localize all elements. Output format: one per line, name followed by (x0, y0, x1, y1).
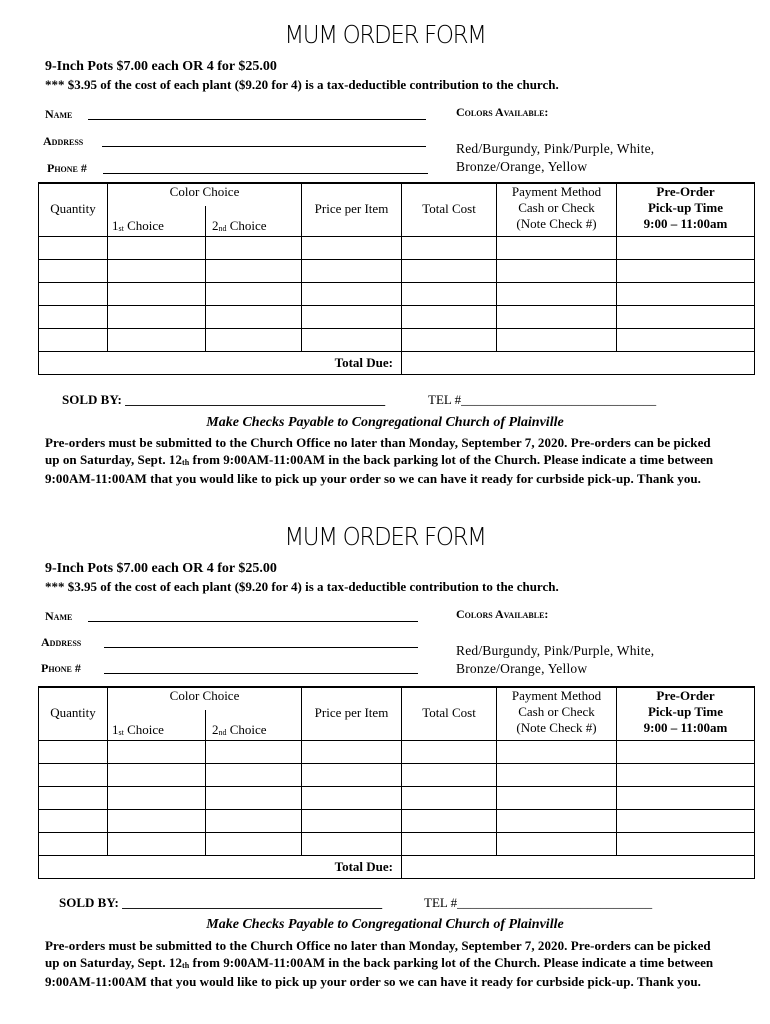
total-due-row (39, 856, 755, 879)
header-quantity: Quantity (39, 183, 108, 237)
header-price-per-item: Price per Item (302, 687, 402, 741)
cell-total-cost[interactable] (402, 810, 497, 833)
cell-second-choice[interactable] (206, 810, 302, 833)
price-line: 9-Inch Pots $7.00 each OR 4 for $25.00 (45, 59, 277, 74)
cell-second-choice[interactable] (206, 741, 302, 764)
cell-quantity[interactable] (39, 787, 108, 810)
tax-note: *** $3.95 of the cost of each plant ($9.20 for 4) is a tax-deductible contribution to the church. (45, 77, 559, 92)
cell-first-choice[interactable] (108, 306, 206, 329)
address-label: Address (41, 635, 82, 649)
cell-first-choice[interactable] (108, 237, 206, 260)
cell-quantity[interactable] (39, 283, 108, 306)
cell-price[interactable] (302, 787, 402, 810)
cell-payment[interactable] (497, 306, 617, 329)
cell-quantity[interactable] (39, 260, 108, 283)
cell-first-choice[interactable] (108, 833, 206, 856)
cell-price[interactable] (302, 329, 402, 352)
order-form-top (0, 20, 770, 520)
order-form-bottom (0, 522, 770, 1022)
cell-price[interactable] (302, 764, 402, 787)
phone-label: Phone # (41, 661, 81, 675)
order-row (39, 810, 755, 833)
tel: TEL #______________________________ (424, 895, 653, 910)
cell-payment[interactable] (497, 741, 617, 764)
cell-payment[interactable] (497, 810, 617, 833)
header-payment-method: Payment Method Cash or Check (Note Check #) (497, 183, 617, 237)
phone-label: Phone # (47, 161, 87, 175)
total-due-label: Total Due: (39, 352, 402, 375)
cell-second-choice[interactable] (206, 283, 302, 306)
order-row (39, 787, 755, 810)
cell-second-choice[interactable] (206, 237, 302, 260)
form-title: MUM ORDER FORM (284, 20, 486, 49)
cell-second-choice[interactable] (206, 764, 302, 787)
cell-quantity[interactable] (39, 329, 108, 352)
cell-total-cost[interactable] (402, 260, 497, 283)
address-label: Address (43, 134, 84, 148)
order-table (38, 182, 755, 375)
cell-pickup-time[interactable] (617, 741, 755, 764)
cell-payment[interactable] (497, 283, 617, 306)
header-total-cost: Total Cost (402, 183, 497, 237)
cell-payment[interactable] (497, 787, 617, 810)
header-second-choice: $2_{nd}$ Choice (212, 722, 267, 737)
phone-field[interactable] (103, 173, 428, 174)
cell-price[interactable] (302, 306, 402, 329)
cell-price[interactable] (302, 237, 402, 260)
checks-payable: Make Checks Payable to Congregational Church of Plainville (206, 917, 564, 932)
cell-price[interactable] (302, 741, 402, 764)
header-quantity: Quantity (39, 687, 108, 741)
cell-total-cost[interactable] (402, 306, 497, 329)
cell-total-cost[interactable] (402, 283, 497, 306)
cell-pickup-time[interactable] (617, 237, 755, 260)
cell-price[interactable] (302, 810, 402, 833)
header-color-choice: Color Choice $1_{st}$ Choice $2_{nd}$ Choice (108, 687, 302, 741)
order-row (39, 741, 755, 764)
cell-quantity[interactable] (39, 237, 108, 260)
header-first-choice: $1_{st}$ Choice (112, 218, 164, 233)
address-field[interactable] (104, 647, 418, 648)
order-table (38, 686, 755, 879)
cell-second-choice[interactable] (206, 306, 302, 329)
header-pickup-time: Pre-Order Pick-up Time 9:00 – 11:00am (617, 183, 755, 237)
cell-price[interactable] (302, 260, 402, 283)
cell-payment[interactable] (497, 260, 617, 283)
header-total-cost: Total Cost (402, 687, 497, 741)
address-field[interactable] (102, 146, 426, 147)
cell-first-choice[interactable] (108, 260, 206, 283)
cell-quantity[interactable] (39, 810, 108, 833)
cell-payment[interactable] (497, 833, 617, 856)
colors-available-list: Red/Burgundy, Pink/Purple, White, Bronze/Orange, Yellow (456, 141, 655, 174)
colors-available-list: Red/Burgundy, Pink/Purple, White, Bronze/Orange, Yellow (456, 643, 655, 676)
cell-total-cost[interactable] (402, 329, 497, 352)
cell-pickup-time[interactable] (617, 810, 755, 833)
cell-total-cost[interactable] (402, 741, 497, 764)
cell-first-choice[interactable] (108, 329, 206, 352)
cell-pickup-time[interactable] (617, 329, 755, 352)
cell-total-cost[interactable] (402, 787, 497, 810)
order-row (39, 237, 755, 260)
total-due-label: Total Due: (39, 856, 402, 879)
cell-second-choice[interactable] (206, 833, 302, 856)
colors-available-title: Colors Available: (456, 607, 549, 621)
order-row (39, 833, 755, 856)
cell-first-choice[interactable] (108, 810, 206, 833)
name-label: Name (45, 107, 73, 121)
cell-first-choice[interactable] (108, 787, 206, 810)
cell-quantity[interactable] (39, 833, 108, 856)
total-due-row (39, 352, 755, 375)
preorder-note: Pre-orders must be submitted to the Church Office no later than Monday, September 7, 2020. Pre-orders can be picked up on Saturday, Sept. $12_{th}$ from 9:00AM-11:00AM in the back parking lot of the Church. Please indicate a time between 9:00AM-11:00AM that you would like to pick up your order so we can have it ready for curbside pick-up. Thank you. (45, 938, 714, 989)
cell-pickup-time[interactable] (617, 764, 755, 787)
header-price-per-item: Price per Item (302, 183, 402, 237)
order-row (39, 260, 755, 283)
sold-by: SOLD BY: ________________________________________ (59, 895, 383, 910)
cell-price[interactable] (302, 283, 402, 306)
order-row (39, 306, 755, 329)
cell-second-choice[interactable] (206, 260, 302, 283)
cell-pickup-time[interactable] (617, 787, 755, 810)
cell-first-choice[interactable] (108, 764, 206, 787)
cell-price[interactable] (302, 833, 402, 856)
cell-total-cost[interactable] (402, 764, 497, 787)
order-row (39, 329, 755, 352)
colors-available-title: Colors Available: (456, 105, 549, 119)
checks-payable: Make Checks Payable to Congregational Church of Plainville (206, 415, 564, 430)
order-row (39, 283, 755, 306)
price-line: 9-Inch Pots $7.00 each OR 4 for $25.00 (45, 561, 277, 576)
header-payment-method: Payment Method Cash or Check (Note Check #) (497, 687, 617, 741)
cell-total-cost[interactable] (402, 237, 497, 260)
cell-payment[interactable] (497, 764, 617, 787)
cell-pickup-time[interactable] (617, 283, 755, 306)
preorder-note: Pre-orders must be submitted to the Church Office no later than Monday, September 7, 2020. Pre-orders can be picked up on Saturday, Sept. $12_{th}$ from 9:00AM-11:00AM in the back parking lot of the Church. Please indicate a time between 9:00AM-11:00AM that you would like to pick up your order so we can have it ready for curbside pick-up. Thank you. (45, 435, 714, 486)
cell-first-choice[interactable] (108, 283, 206, 306)
form-title: MUM ORDER FORM (284, 522, 486, 551)
cell-second-choice[interactable] (206, 329, 302, 352)
header-second-choice: $2_{nd}$ Choice (212, 218, 267, 233)
total-due-field[interactable] (402, 352, 755, 375)
cell-first-choice[interactable] (108, 741, 206, 764)
cell-payment[interactable] (497, 329, 617, 352)
cell-pickup-time[interactable] (617, 306, 755, 329)
header-first-choice: $1_{st}$ Choice (112, 722, 164, 737)
cell-quantity[interactable] (39, 764, 108, 787)
cell-pickup-time[interactable] (617, 260, 755, 283)
header-color-choice: Color Choice $1_{st}$ Choice $2_{nd}$ Choice (108, 183, 302, 237)
cell-payment[interactable] (497, 237, 617, 260)
name-field[interactable] (88, 621, 418, 622)
cell-quantity[interactable] (39, 306, 108, 329)
total-due-field[interactable] (402, 856, 755, 879)
name-field[interactable] (88, 119, 426, 120)
order-row (39, 764, 755, 787)
header-pickup-time: Pre-Order Pick-up Time 9:00 – 11:00am (617, 687, 755, 741)
cell-total-cost[interactable] (402, 833, 497, 856)
cell-pickup-time[interactable] (617, 833, 755, 856)
tel: TEL #______________________________ (428, 392, 657, 407)
cell-second-choice[interactable] (206, 787, 302, 810)
tax-note: *** $3.95 of the cost of each plant ($9.20 for 4) is a tax-deductible contribution to the church. (45, 579, 559, 594)
sold-by: SOLD BY: ________________________________________ (62, 392, 386, 407)
name-label: Name (45, 609, 73, 623)
phone-field[interactable] (104, 673, 418, 674)
cell-quantity[interactable] (39, 741, 108, 764)
